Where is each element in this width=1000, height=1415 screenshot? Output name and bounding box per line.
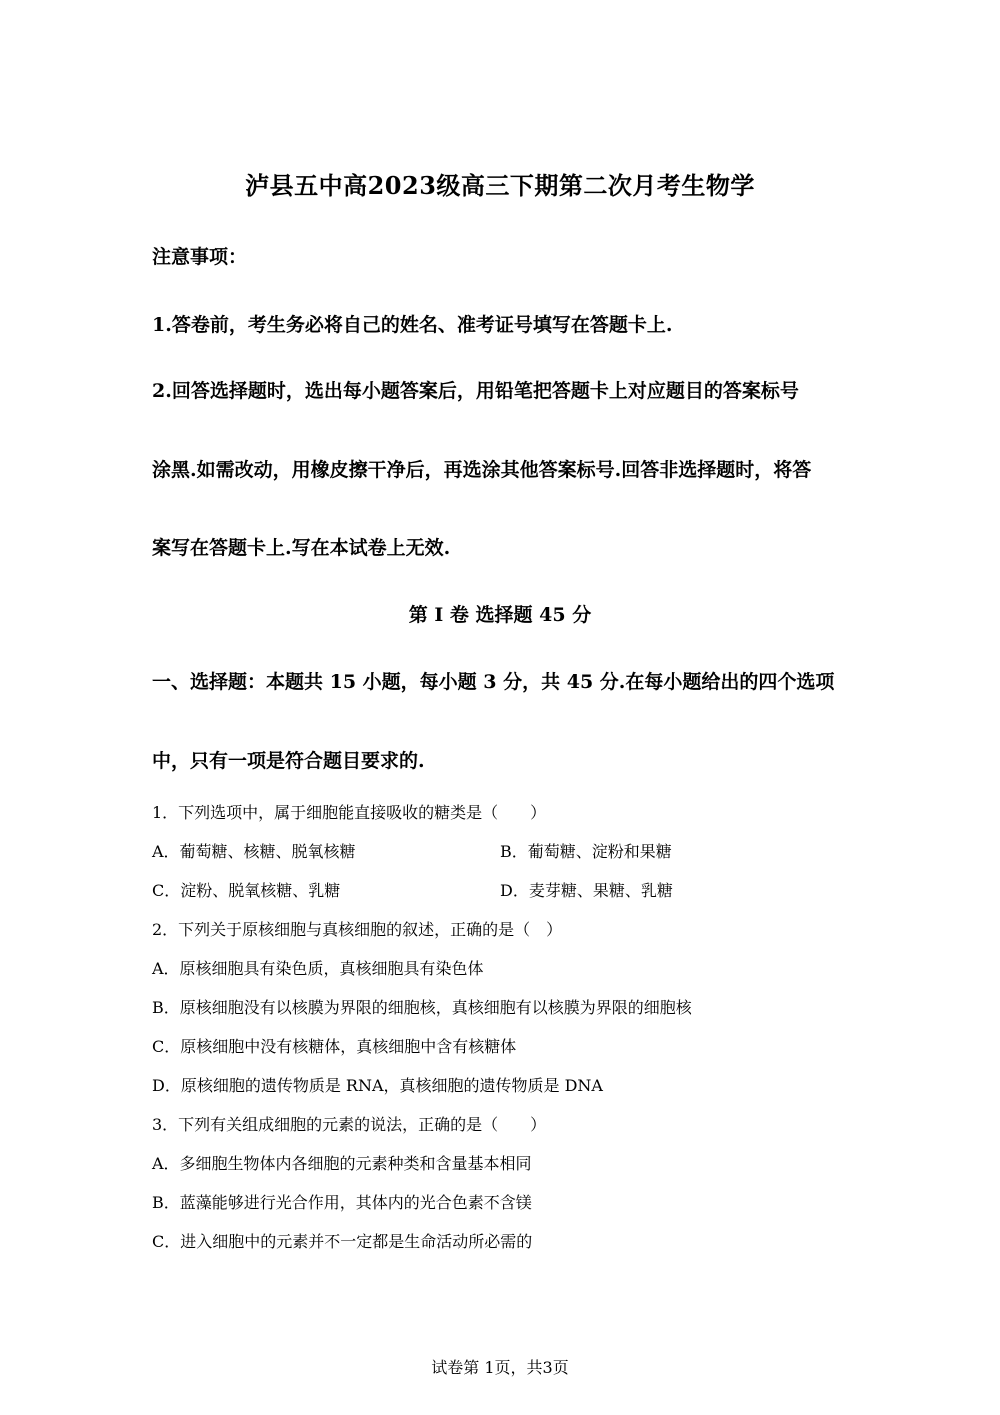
question-1-option-b: B．葡萄糖、淀粉和果糖 xyxy=(500,842,672,861)
question-1-options-row-2 xyxy=(152,878,852,904)
notice-item-2-line-2: 涂黑.如需改动，用橡皮擦干净后，再选涂其他答案标号.回答非选择题时，将答 xyxy=(152,459,812,481)
question-1-stem: 1．下列选项中，属于细胞能直接吸收的糖类是（ ） xyxy=(152,803,547,822)
notice-heading: 注意事项： xyxy=(152,246,248,268)
question-1-option-c: C．淀粉、脱氧核糖、乳糖 xyxy=(152,881,341,900)
question-1-options-row-1 xyxy=(152,839,852,865)
question-2-stem: 2．下列关于原核细胞与真核细胞的叙述，正确的是（ ） xyxy=(152,920,563,939)
question-3-option-a: A．多细胞生物体内各细胞的元素种类和含量基本相同 xyxy=(152,1154,532,1173)
notice-item-2-line-3: 案写在答题卡上.写在本试卷上无效. xyxy=(152,537,451,559)
question-2-option-c: C．原核细胞中没有核糖体，真核细胞中含有核糖体 xyxy=(152,1037,517,1056)
section-instruction-line-1: 一、选择题：本题共 15 小题，每小题 3 分，共 45 分.在每小题给出的四个选项 xyxy=(152,671,835,693)
question-1-option-d: D．麦芽糖、果糖、乳糖 xyxy=(500,881,673,900)
notice-item-1: 1.答卷前，考生务必将自己的姓名、准考证号填写在答题卡上. xyxy=(152,314,673,336)
section-instruction-line-2: 中，只有一项是符合题目要求的. xyxy=(152,750,425,772)
question-3-stem: 3．下列有关组成细胞的元素的说法，正确的是（ ） xyxy=(152,1115,547,1134)
page-footer: 试卷第 1页，共3页 xyxy=(431,1358,569,1377)
question-2-option-a: A．原核细胞具有染色质，真核细胞具有染色体 xyxy=(152,959,484,978)
question-3-option-b: B．蓝藻能够进行光合作用，其体内的光合色素不含镁 xyxy=(152,1193,532,1212)
notice-item-2-line-1: 2.回答选择题时，选出每小题答案后，用铅笔把答题卡上对应题目的答案标号 xyxy=(152,380,799,402)
question-1-option-a: A．葡萄糖、核糖、脱氧核糖 xyxy=(152,842,356,861)
question-3-option-c: C．进入细胞中的元素并不一定都是生命活动所必需的 xyxy=(152,1232,533,1251)
exam-title: 泸县五中高2023级高三下期第二次月考生物学 xyxy=(245,171,755,200)
question-2-option-d: D．原核细胞的遗传物质是 RNA，真核细胞的遗传物质是 DNA xyxy=(152,1076,603,1095)
section-title: 第 I 卷 选择题 45 分 xyxy=(408,604,592,626)
question-2-option-b: B．原核细胞没有以核膜为界限的细胞核，真核细胞有以核膜为界限的细胞核 xyxy=(152,998,692,1017)
